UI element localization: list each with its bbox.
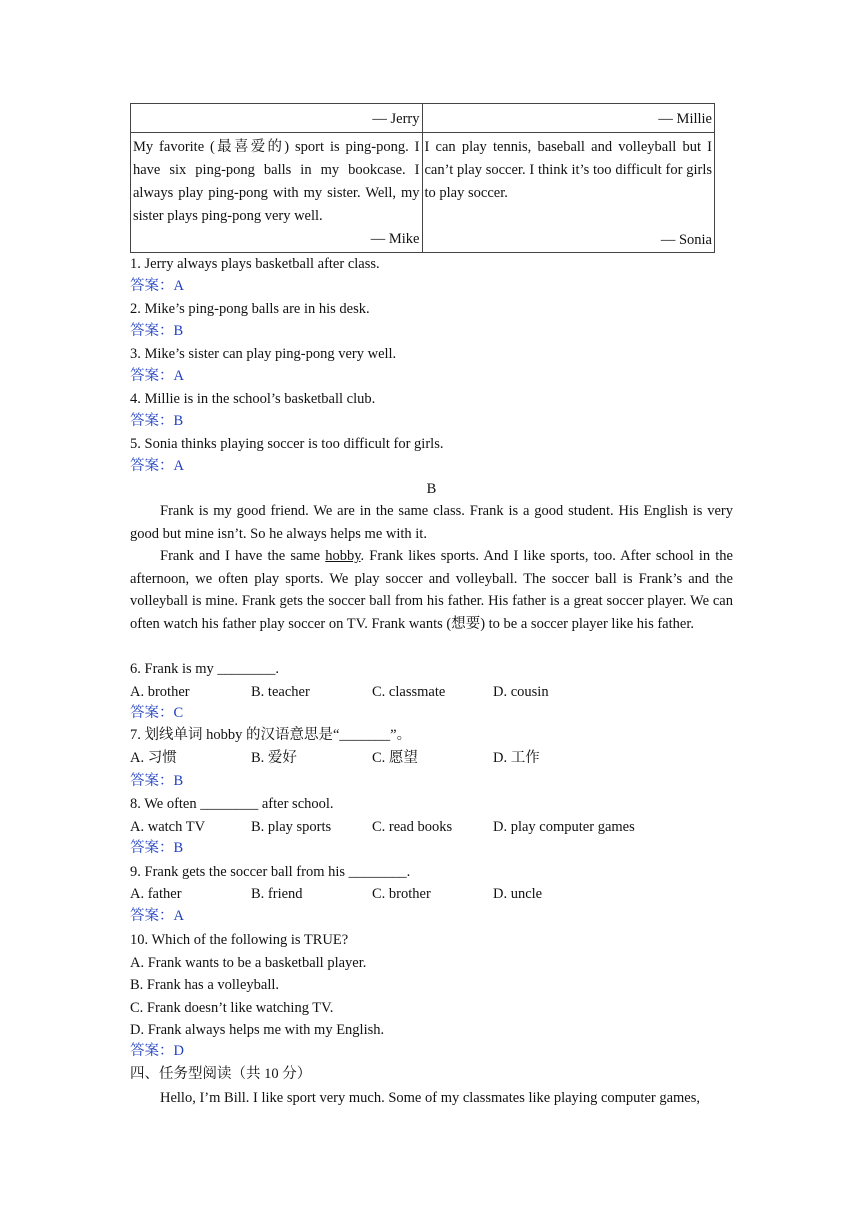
table-row [131,104,715,133]
answer-7: 答案：B [130,773,184,789]
answer-6: 答案：C [130,705,184,721]
answer-5: 答案：A [130,458,184,474]
option-10b: B. Frank has a volleyball. [130,977,280,993]
option-8c: C. read books [372,819,453,835]
section-b-heading: B [426,481,437,497]
section-b-paragraph-2 [130,545,733,635]
question-5: 5. Sonia thinks playing soccer is too difficult for girls. [130,436,444,452]
answer-9: 答案：A [130,908,184,924]
option-10c: C. Frank doesn’t like watching TV. [130,1000,334,1016]
option-9d: D. uncle [493,886,543,902]
section-b-paragraph-1: Frank is my good friend. We are in the same class. Frank is a good student. His English is very good but mine isn’t. So he always helps me with it. [130,503,733,542]
question-8: 8. We often ________ after school. [130,796,334,812]
option-6c: C. classmate [372,684,446,700]
option-7d: D. 工作 [493,750,540,766]
question-2: 2. Mike’s ping-pong balls are in his desk. [130,301,370,317]
mike-signature: — Mike [370,231,420,247]
underlined-hobby: hobby [325,548,361,564]
answer-3: 答案：A [130,368,184,384]
reading-table [130,103,715,253]
answer-4: 答案：B [130,413,184,429]
answer-1: 答案：A [130,278,184,294]
question-6: 6. Frank is my ________. [130,661,280,677]
option-7b: B. 爱好 [251,750,297,766]
option-7a: A. 习惯 [130,750,177,766]
section-4-heading: 四、任务型阅读（共 10 分） [130,1066,312,1082]
answer-8: 答案：B [130,840,184,856]
option-6d: D. cousin [493,684,549,700]
question-3: 3. Mike’s sister can play ping-pong very well. [130,346,397,362]
option-8d: D. play computer games [493,819,635,835]
paragraph-2-rest: . Frank likes sports. And I like sports, too. After school in the afternoon, we often play sports. We play soccer and volleyball. The soccer ball is Frank’s and the volleyball is mine. Frank gets the soccer ball from his father. His father is a great soccer player. We can often watch his father play soccer on TV. Frank wants (想要) to be a soccer player like his father. [130,548,733,632]
option-9b: B. friend [251,886,303,902]
option-7c: C. 愿望 [372,750,418,766]
option-9c: C. brother [372,886,431,902]
option-10a: A. Frank wants to be a basketball player. [130,955,367,971]
question-7: 7. 划线单词 hobby 的汉语意思是“_______”。 [130,727,412,743]
mike-cell [131,133,423,253]
jerry-signature: — Jerry [131,104,423,133]
option-8b: B. play sports [251,819,332,835]
table-row [131,133,715,253]
paragraph-2-start: Frank and I have the same [160,548,326,564]
question-10: 10. Which of the following is TRUE? [130,932,349,948]
sonia-text: I can play tennis, baseball and volleyball but I can’t play soccer. I think it’s too difficult for girls to play soccer. [424,139,712,201]
option-6a: A. brother [130,684,190,700]
question-9: 9. Frank gets the soccer ball from his ________. [130,864,411,880]
sonia-signature: — Sonia [660,232,712,248]
answer-10: 答案：D [130,1043,184,1059]
option-10d: D. Frank always helps me with my English. [130,1022,385,1038]
section-4-paragraph: Hello, I’m Bill. I like sport very much. Some of my classmates like playing computer games, [160,1090,701,1106]
millie-signature: — Millie [422,104,715,133]
sonia-cell [422,133,715,253]
option-8a: A. watch TV [130,819,206,835]
question-4: 4. Millie is in the school’s basketball club. [130,391,376,407]
mike-text: My favorite (最喜爱的) sport is ping-pong. I have six ping-pong balls in my bookcase. I always play ping-pong with my sister. Well, my sister plays ping-pong very well. [133,139,420,224]
option-6b: B. teacher [251,684,310,700]
option-9a: A. father [130,886,182,902]
answer-2: 答案：B [130,323,184,339]
question-1: 1. Jerry always plays basketball after class. [130,256,380,272]
